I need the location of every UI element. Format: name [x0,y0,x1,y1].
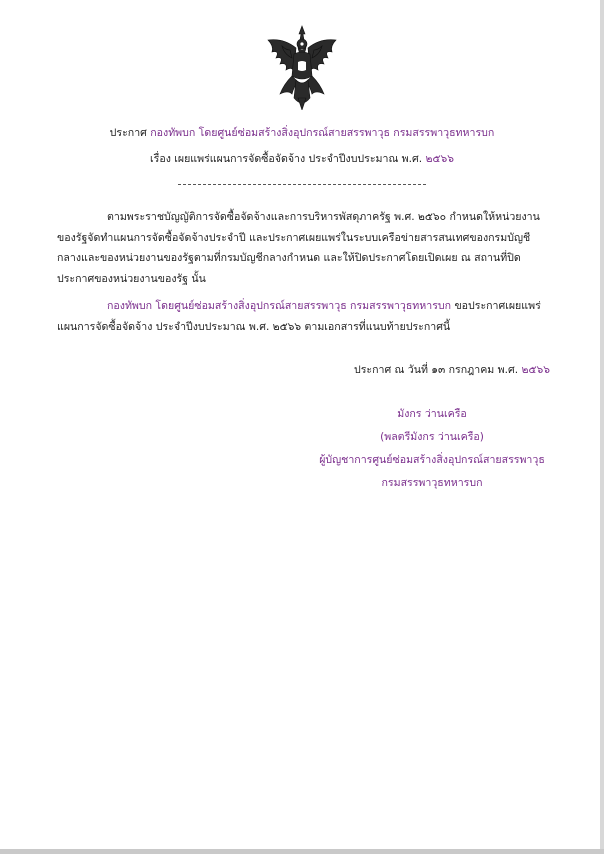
signatory-position: ผู้บัญชาการศูนย์ซ่อมสร้างสิ่งอุปกรณ์สายสรรพาวุธ [319,454,545,466]
announcement-date [354,362,550,378]
subject-text: เรื่อง เผยแพร่แผนการจัดซื้อจัดจ้าง ประจำปีงบประมาณ พ.ศ. [150,153,423,165]
body-paragraph-1 [57,207,547,289]
signatory-department: กรมสรรพาวุธทหารบก [381,477,483,489]
page-edge-bottom [0,849,604,854]
date-text: ประกาศ ณ วันที่ ๑๓ กรกฎาคม พ.ศ. [354,364,519,376]
announcement-subject [0,151,604,167]
announcement-title [0,125,604,141]
organization-name: กองทัพบก โดยศูนย์ซ่อมสร้างสิ่งอุปกรณ์สายสรรพาวุธ กรมสรรพาวุธทหารบก [150,127,495,139]
body-paragraph-2 [57,296,547,337]
date-year: ๒๕๖๖ [521,364,550,376]
subject-year: ๒๕๖๖ [425,153,454,165]
garuda-emblem-icon [262,24,342,110]
signatory-name: มังกร ว่านเครือ [397,408,467,420]
signatory-full-name: (พลตรีมังกร ว่านเครือ) [380,431,484,443]
announcement-prefix: ประกาศ [109,127,147,139]
paragraph-1-text: ตามพระราชบัญญัติการจัดซื้อจัดจ้างและการบริหารพัสดุภาครัฐ พ.ศ. ๒๕๖๐ กำหนดให้หน่วยงานของรัฐจัดทำแผนการจัดซื้อจัดจ้างประจำปี และประกาศเผยแพร่ในระบบเครือข่ายสารสนเทศของกรมบัญชีกลางและของหน่วยงานของรัฐตามที่กรมบัญชีกลางกำหนด และให้ปิดประกาศโดยเปิดเผย ณ สถานที่ปิดประกาศของหน่วยงานของรัฐ นั้น [57,211,540,285]
paragraph-2-org: กองทัพบก โดยศูนย์ซ่อมสร้างสิ่งอุปกรณ์สายสรรพาวุธ กรมสรรพาวุธทหารบก [107,300,452,312]
paragraph-2-text: ขอประกาศเผยแพร่แผนการจัดซื้อจัดจ้าง ประจำปีงบประมาณ พ.ศ. ๒๕๖๖ ตามเอกสารที่แนบท้ายประกาศนี้ [57,300,541,333]
divider-line [178,184,426,185]
